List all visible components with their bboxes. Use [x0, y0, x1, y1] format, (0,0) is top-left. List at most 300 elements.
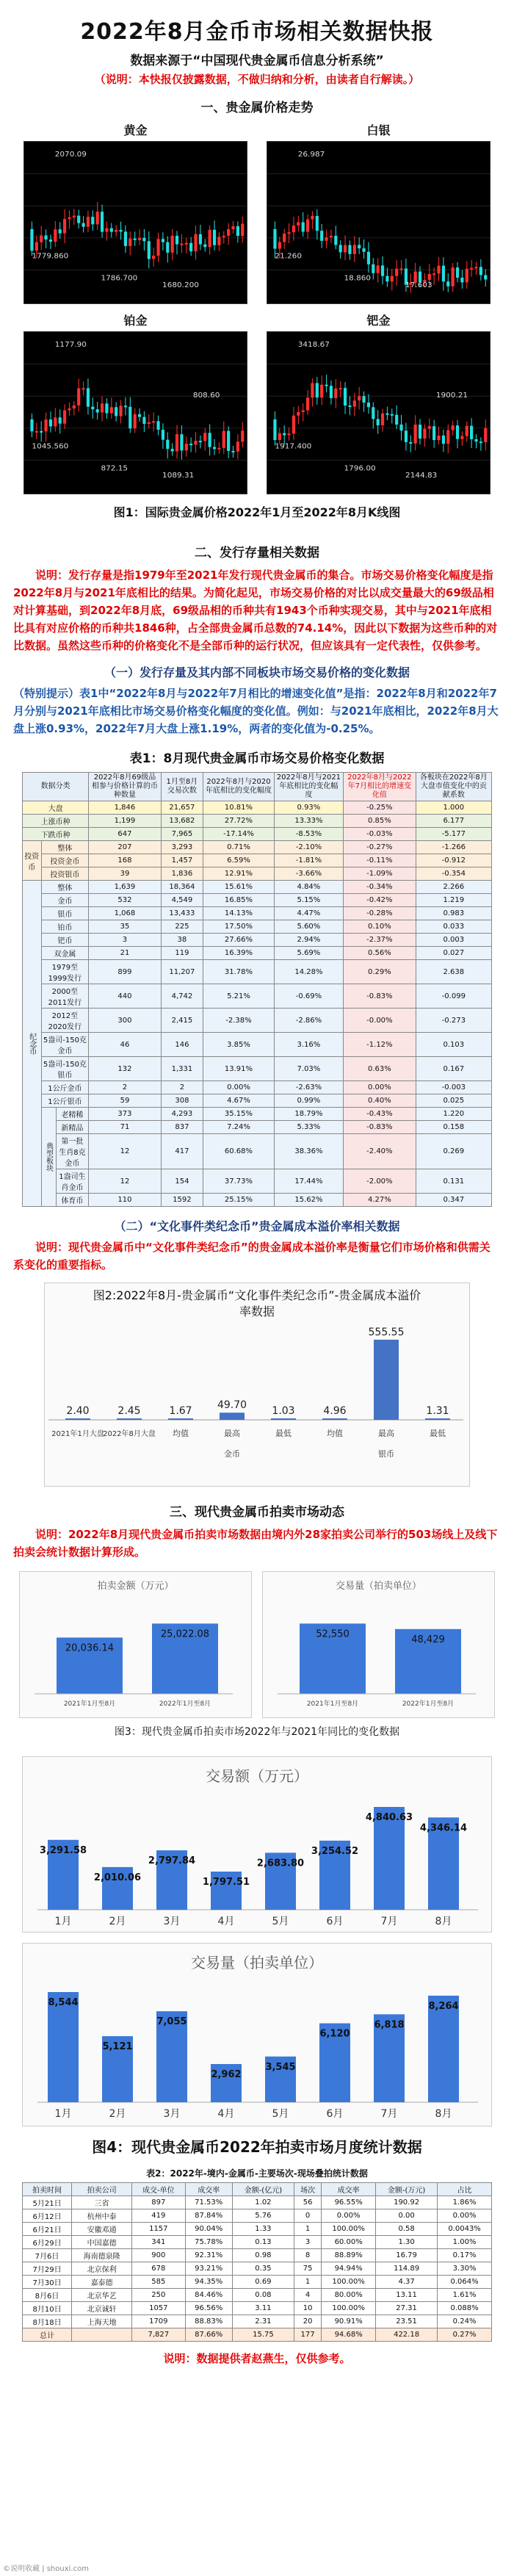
t2-row — [23, 2262, 492, 2276]
t2-cell: 190.92 — [376, 2196, 438, 2209]
t2-cell: 114.89 — [376, 2262, 438, 2276]
t1-cell: 0.93% — [274, 801, 343, 815]
t1-row — [23, 801, 492, 815]
kline-candle — [414, 425, 417, 444]
kline-candle — [283, 433, 286, 436]
kline-candle — [189, 243, 192, 251]
platinum-kline-chart — [23, 331, 247, 494]
kline-price-label: 1796.00 — [344, 464, 376, 473]
kline-candle — [82, 223, 84, 227]
t1-row — [23, 1033, 492, 1057]
kline-candle — [297, 223, 300, 226]
t2-cell: 3.30% — [438, 2262, 492, 2276]
t2-cell: 678 — [132, 2262, 185, 2276]
t1-row — [23, 1009, 492, 1033]
kline-candle — [306, 397, 309, 410]
t1-cell: 1,846 — [89, 801, 161, 815]
t1-row — [23, 1194, 492, 1207]
monthly-category-label: 4月 — [217, 1916, 235, 1927]
kline-candle — [334, 389, 337, 398]
t2-cell: 80.00% — [322, 2289, 376, 2302]
t1-cell: 647 — [89, 828, 161, 841]
fig2-bar — [168, 1418, 193, 1420]
t1-cell: 老精稀 — [56, 1108, 89, 1121]
kline-candle — [63, 219, 66, 233]
t1-cell: 0.269 — [416, 1134, 491, 1169]
t1-cell: -0.28% — [344, 907, 416, 920]
t1-cell: 钯币 — [41, 934, 89, 947]
fig2-sub-label: 均值 — [173, 1429, 189, 1438]
gold-label: 黄金 — [123, 123, 148, 137]
t1-cell: 2.638 — [416, 960, 491, 984]
t1-cell: 207 — [89, 841, 161, 854]
fig2-data-label: 1.03 — [272, 1405, 295, 1417]
kline-candle — [227, 229, 230, 236]
t1-cell: 6.59% — [203, 854, 275, 867]
t2-cell: 0.35 — [232, 2262, 294, 2276]
t1-cell: 18.79% — [274, 1108, 343, 1121]
t1-cell: 第一批生肖8克金币 — [56, 1134, 89, 1169]
silver-kline-chart — [267, 141, 491, 304]
t2-cell: 177 — [294, 2328, 321, 2342]
t1-row — [23, 1108, 492, 1121]
fig2-sub-label: 最低 — [430, 1429, 446, 1438]
t1-cell: 0.003 — [416, 934, 491, 947]
t2-cell: 5月21日 — [23, 2196, 72, 2209]
t1-cell: 4,293 — [161, 1108, 203, 1121]
t2-cell: 88.89% — [322, 2249, 376, 2262]
t2-cell: 1.02 — [232, 2196, 294, 2209]
t1-cell: 2.94% — [274, 934, 343, 947]
kline-candle — [199, 234, 202, 245]
t1-cell: 5盎司-150克金币 — [41, 1033, 89, 1057]
t1-cell: 0.99% — [274, 1094, 343, 1108]
t2-cell: 北京华艺 — [72, 2289, 132, 2302]
t1-row — [23, 960, 492, 984]
t1-cell: -1.09% — [344, 867, 416, 881]
kline-candle — [162, 239, 164, 242]
t1-cell: -8.53% — [274, 828, 343, 841]
kline-candle — [432, 426, 435, 440]
t2-cell: 60.00% — [322, 2236, 376, 2249]
t1-header: 2022年8月69级品相参与价格计算的币种数量 — [89, 773, 161, 801]
monthly-cnt-panel — [22, 1943, 492, 2126]
kline-candle — [49, 419, 52, 426]
t2-cell: 422.18 — [376, 2328, 438, 2342]
t2-row — [23, 2276, 492, 2289]
kline-candle — [203, 433, 206, 441]
kline-grid — [0, 121, 514, 494]
kline-candle — [362, 396, 365, 403]
t1-cell: 3.85% — [203, 1033, 275, 1057]
fig2-data-label: 49.70 — [217, 1399, 247, 1412]
section-title-prices: 一、贵金属价格走势 — [200, 101, 314, 115]
t1-cell: 0.167 — [416, 1057, 491, 1081]
kline-candle — [166, 440, 169, 449]
kline-candle — [115, 230, 117, 232]
t1-cell: -0.34% — [344, 881, 416, 894]
kline-price-label: 1045.560 — [32, 442, 69, 451]
kline-candle — [292, 226, 295, 232]
yoy-category-label: 2022年1月至8月 — [402, 1700, 455, 1708]
kline-candle — [217, 448, 220, 450]
issuance-description: 说明：发行存量是指1979年至2021年发行现代贵金属币的集合。市场交易价格变化幅度是指2022年8月与2021年底相比的结果。为简化起见，市场交易价格的对比以成交量最大的69级品相对计算基础，到2022年8月底，69级品相的币种共有1943个币种实现交易，其中与2021年底相比具有对应价格的币种共1846种，占全部贵金属币总数的74.14%，因此以下数据为这些币种的对比数据。虽然这些币种的价格变化不是全部币种的运行状况，但应该具有一定代表性，仅供参考。 — [13, 569, 498, 652]
kline-candle — [119, 405, 122, 416]
t2-cell: 北京保利 — [72, 2262, 132, 2276]
t2-cell: 15.75 — [232, 2328, 294, 2342]
kline-candle — [367, 403, 370, 407]
t1-cell: -0.099 — [416, 984, 491, 1009]
gold-panel — [23, 121, 247, 304]
kline-candle — [128, 239, 131, 246]
t2-cell: 20 — [294, 2315, 321, 2328]
t1-cell: 146 — [161, 1033, 203, 1057]
t1-cell: 新精品 — [56, 1121, 89, 1134]
fig2-sub-label: 最高 — [224, 1429, 240, 1438]
kline-candle — [209, 230, 211, 248]
t1-cell: 整体 — [41, 841, 89, 854]
t1-cell: 体育币 — [56, 1194, 89, 1207]
t2-cell: 23.51 — [376, 2315, 438, 2328]
t2-cell: 1 — [294, 2276, 321, 2289]
kline-candle — [213, 447, 216, 450]
t2-cell: 94.94% — [322, 2262, 376, 2276]
t1-cell: 5.69% — [274, 947, 343, 960]
t2-cell: 92.31% — [185, 2249, 232, 2262]
monthly-data-label: 3,291.58 — [39, 1844, 87, 1856]
t1-cell: 373 — [89, 1108, 161, 1121]
kline-candle — [128, 407, 131, 428]
kline-candle — [236, 441, 239, 451]
kline-candle — [138, 238, 141, 240]
t1-cell: -0.03% — [344, 828, 416, 841]
t1-cell: 1592 — [161, 1194, 203, 1207]
kline-candle — [419, 272, 421, 282]
fig2-group-label: 金币 — [224, 1449, 240, 1459]
monthly-category-label: 7月 — [380, 2108, 398, 2120]
t2-cell: 2.31 — [232, 2315, 294, 2328]
t1-header: 2022年8月与2021年底相比的变化幅度 — [274, 773, 343, 801]
kline-candle — [185, 444, 188, 450]
t1-cell: -0.00% — [344, 1009, 416, 1033]
t1-cell: 1,068 — [89, 907, 161, 920]
t2-cell: 8月10日 — [23, 2302, 72, 2315]
kline-candle — [460, 278, 463, 282]
t2-cell: 75 — [294, 2262, 321, 2276]
t2-cell: 7月30日 — [23, 2276, 72, 2289]
t1-cell: 39 — [89, 867, 161, 881]
monthly-amt-panel — [22, 1756, 492, 1933]
kline-candle — [124, 405, 127, 407]
t2-cell: 0.088% — [438, 2302, 492, 2315]
fig2-bar — [271, 1418, 296, 1420]
t1-cell: 60.68% — [203, 1134, 275, 1169]
amt-yoy-title: 拍卖金额（万元） — [97, 1581, 174, 1592]
t2-cell: 900 — [132, 2249, 185, 2262]
t1-cell: 7,965 — [161, 828, 203, 841]
kline-candle — [180, 434, 183, 450]
t2-cell: 6月29日 — [23, 2236, 72, 2249]
kline-candle — [91, 217, 94, 224]
t1-cell: -0.25% — [344, 801, 416, 815]
t1-row — [23, 894, 492, 907]
t1-cell: 1.220 — [416, 1108, 491, 1121]
t1-cell: 2,415 — [161, 1009, 203, 1033]
t1-cell: 0.63% — [344, 1057, 416, 1081]
t1-cell: 308 — [161, 1094, 203, 1108]
amt-yoy-chart — [20, 1591, 247, 1716]
kline-candle — [278, 242, 281, 249]
t1-cell: -0.42% — [344, 894, 416, 907]
kline-candle — [138, 414, 141, 417]
t2-row — [23, 2209, 492, 2223]
data-source: 数据来源于“中国现代贵金属币信息分析系统” — [130, 54, 384, 68]
t2-cell: 0.00% — [322, 2209, 376, 2223]
t2-cell — [72, 2328, 132, 2342]
fig2-bar — [374, 1340, 399, 1420]
t1-row — [23, 1094, 492, 1108]
kline-price-label: 1177.90 — [54, 341, 87, 349]
silver-panel — [267, 121, 491, 304]
kline-candle — [348, 245, 351, 254]
kline-candle — [241, 224, 244, 237]
t2-cell: 100.00% — [322, 2302, 376, 2315]
t1-cell: 0.00% — [344, 1081, 416, 1094]
t2-cell: 1709 — [132, 2315, 185, 2328]
kline-candle — [91, 407, 94, 410]
fig2-data-label: 1.67 — [169, 1405, 192, 1417]
t2-header: 金额-(亿元) — [232, 2183, 294, 2196]
kline-candle — [35, 431, 38, 433]
t2-cell: 8月18日 — [23, 2315, 72, 2328]
monthly-data-label: 4,840.63 — [365, 1812, 413, 1823]
kline-candle — [325, 237, 327, 241]
kline-candle — [466, 426, 468, 436]
t1-cell: 0.56% — [344, 947, 416, 960]
monthly-amt-chart — [23, 1785, 491, 1932]
kline-candle — [217, 237, 220, 245]
kline-candle — [222, 236, 225, 237]
t1-row — [23, 907, 492, 920]
kline-candle — [377, 419, 380, 425]
t1-row — [23, 854, 492, 867]
t2-cell: 北京诚轩 — [72, 2302, 132, 2315]
t2-cell: 安徽邓通 — [72, 2223, 132, 2236]
t1-cell: 417 — [161, 1134, 203, 1169]
kline-candle — [320, 385, 323, 398]
yoy-category-label: 2022年1月至8月 — [159, 1700, 211, 1708]
kline-candle — [44, 236, 47, 240]
t1-cell: 132 — [89, 1057, 161, 1081]
kline-candle — [348, 405, 351, 407]
t2-cell: 100.00% — [322, 2223, 376, 2236]
kline-candle — [316, 216, 319, 231]
t1-cell: -2.37% — [344, 934, 416, 947]
kline-candle — [381, 265, 384, 275]
gold-kline-chart — [23, 141, 247, 304]
kline-candle — [227, 431, 230, 451]
t1-cell: 1.000 — [416, 801, 491, 815]
t1-cell: 225 — [161, 920, 203, 934]
t1-header: 2022年8月与2020年底相比的变化幅度 — [203, 773, 275, 801]
t1-row — [23, 815, 492, 828]
fig3-caption: 图3：现代贵金属币拍卖市场2022年与2021年同比的变化数据 — [114, 1726, 400, 1738]
kline-candle — [209, 433, 211, 447]
t1-cell: 1,639 — [89, 881, 161, 894]
t1-cell: 35.15% — [203, 1108, 275, 1121]
t1-cell: 铂币 — [41, 920, 89, 934]
monthly-data-label: 2,797.84 — [148, 1855, 196, 1867]
t1-cell: -2.10% — [274, 841, 343, 854]
kline-candle — [446, 430, 449, 444]
t2-cell: 84.46% — [185, 2289, 232, 2302]
t1-cell: -0.69% — [274, 984, 343, 1009]
kline-candle — [148, 241, 151, 259]
fig2-data-label: 555.55 — [368, 1326, 405, 1338]
t1-cell: 1,199 — [89, 815, 161, 828]
fig2-group-label: 2021年1月大盘 — [51, 1430, 104, 1438]
platinum-panel — [23, 311, 247, 494]
t2-cell: 3 — [294, 2236, 321, 2249]
monthly-data-label: 7,055 — [156, 2016, 187, 2028]
t2-row — [23, 2196, 492, 2209]
t1-cell: 1,331 — [161, 1057, 203, 1081]
kline-candle — [115, 407, 117, 416]
t2-cell: 1157 — [132, 2223, 185, 2236]
monthly-category-label: 7月 — [380, 1916, 398, 1927]
t2-cell: 0.27% — [438, 2328, 492, 2342]
t2-cell: 7月29日 — [23, 2262, 72, 2276]
t1-cell: 大盘 — [23, 801, 89, 815]
fig2-group-label: 2022年8月大盘 — [103, 1430, 156, 1438]
t1-cell: -0.83% — [344, 1121, 416, 1134]
kline-candle — [222, 431, 225, 448]
kline-price-label: 1680.200 — [162, 281, 199, 290]
t2-cell: 16.79 — [376, 2249, 438, 2262]
kline-candle — [391, 414, 394, 416]
kline-candle — [40, 431, 43, 433]
monthly-data-label: 3,254.52 — [311, 1845, 359, 1857]
t1-cell: 17.50% — [203, 920, 275, 934]
t2-cell: 5.76 — [232, 2209, 294, 2223]
kline-candle — [273, 229, 276, 249]
t1-cell: 0.71% — [203, 841, 275, 854]
kline-candle — [105, 228, 108, 232]
t1-cell: 0.00% — [203, 1081, 275, 1094]
monthly-category-label: 5月 — [272, 2108, 289, 2120]
kline-candle — [110, 228, 113, 232]
kline-candle — [152, 421, 155, 422]
monthly-category-label: 8月 — [435, 2108, 452, 2120]
t2-header: 拍卖时间 — [23, 2183, 72, 2196]
kline-candle — [452, 425, 455, 430]
t2-cell: 0.98 — [232, 2249, 294, 2262]
table2-title: 表2：2022年-境内-金属币-主要场次-现场叠拍统计数据 — [146, 2168, 368, 2179]
yoy-category-label: 2021年1月至8月 — [63, 1700, 116, 1708]
fig2-bar — [220, 1413, 245, 1420]
fig2-sub-label: 均值 — [327, 1429, 343, 1438]
t2-cell: 1.00% — [438, 2236, 492, 2249]
kline-price-label: 808.60 — [192, 392, 220, 400]
kline-candle — [142, 417, 145, 424]
subsection-2-title: （二）“文化事件类纪念币”贵金属成本溢价率相关数据 — [114, 1219, 400, 1233]
kline-candle — [470, 268, 473, 270]
palladium-kline-chart — [267, 331, 491, 494]
t1-cell: 0.983 — [416, 907, 491, 920]
fig2-data-label: 1.31 — [426, 1405, 449, 1417]
monthly-data-label: 1,797.51 — [202, 1877, 250, 1888]
yoy-category-label: 2021年1月至8月 — [306, 1700, 359, 1708]
kline-candle — [68, 408, 70, 410]
kline-candle — [40, 236, 43, 242]
t1-cell: 837 — [161, 1121, 203, 1134]
t1-cell: 37.73% — [203, 1169, 275, 1194]
kline-candle — [391, 276, 394, 281]
yoy-data-label: 52,550 — [316, 1628, 350, 1640]
fig2-sub-label: 最低 — [275, 1429, 292, 1438]
t1-cell: 12 — [89, 1169, 161, 1194]
cnt-yoy-panel — [262, 1571, 495, 1718]
kline-candle — [54, 417, 57, 426]
table1-title: 表1：8月现代贵金属币市场交易价格变化数据 — [129, 751, 385, 766]
platinum-label: 铂金 — [123, 314, 148, 328]
footer-note: 说明：数据提供者赵燕生，仅供参考。 — [163, 2352, 351, 2365]
t2-cell: 88.83% — [185, 2315, 232, 2328]
t2-cell: 中国嘉德 — [72, 2236, 132, 2249]
kline-candle — [339, 245, 342, 252]
t2-cell: 27.31 — [376, 2302, 438, 2315]
cnt-yoy-chart — [263, 1591, 491, 1716]
kline-candle — [194, 234, 197, 251]
monthly-cnt-chart — [23, 1971, 491, 2126]
kline-candle — [162, 430, 164, 440]
kline-candle — [171, 449, 174, 451]
yoy-data-label: 48,429 — [411, 1634, 445, 1645]
kline-candle — [339, 388, 342, 389]
kline-candle — [432, 273, 435, 275]
t1-cell: 5盎司-150克银币 — [41, 1057, 89, 1081]
yoy-data-label: 20,036.14 — [65, 1642, 115, 1654]
kline-candle — [287, 232, 290, 234]
kline-candle — [428, 274, 431, 280]
t1-cell: 0.033 — [416, 920, 491, 934]
kline-candle — [358, 396, 361, 400]
t2-cell: 87.66% — [185, 2328, 232, 2342]
t1-row — [23, 867, 492, 881]
kline-candle — [175, 434, 178, 451]
t1-cell: 31.78% — [203, 960, 275, 984]
t1-cell: 10.81% — [203, 801, 275, 815]
kline-price-label: 18.860 — [344, 274, 372, 283]
monthly-category-label: 6月 — [326, 2108, 344, 2120]
section-title-issuance: 二、发行存量相关数据 — [195, 546, 319, 560]
t1-cell: 12.91% — [203, 867, 275, 881]
kline-candle — [156, 239, 159, 256]
kline-price-label: 872.15 — [101, 464, 128, 473]
t1-cell: 110 — [89, 1194, 161, 1207]
t2-header: 场次 — [294, 2183, 321, 2196]
kline-candle — [386, 276, 388, 281]
t1-cell: -2.86% — [274, 1009, 343, 1033]
kline-candle — [283, 234, 286, 242]
monthly-category-label: 2月 — [109, 2108, 126, 2120]
kline-candle — [395, 269, 398, 276]
t1-cell: 1公斤金币 — [41, 1081, 89, 1094]
kline-candle — [231, 451, 234, 452]
t1-cell: 5.15% — [274, 894, 343, 907]
t1-row — [23, 1081, 492, 1094]
kline-price-label: 1089.31 — [162, 472, 195, 480]
